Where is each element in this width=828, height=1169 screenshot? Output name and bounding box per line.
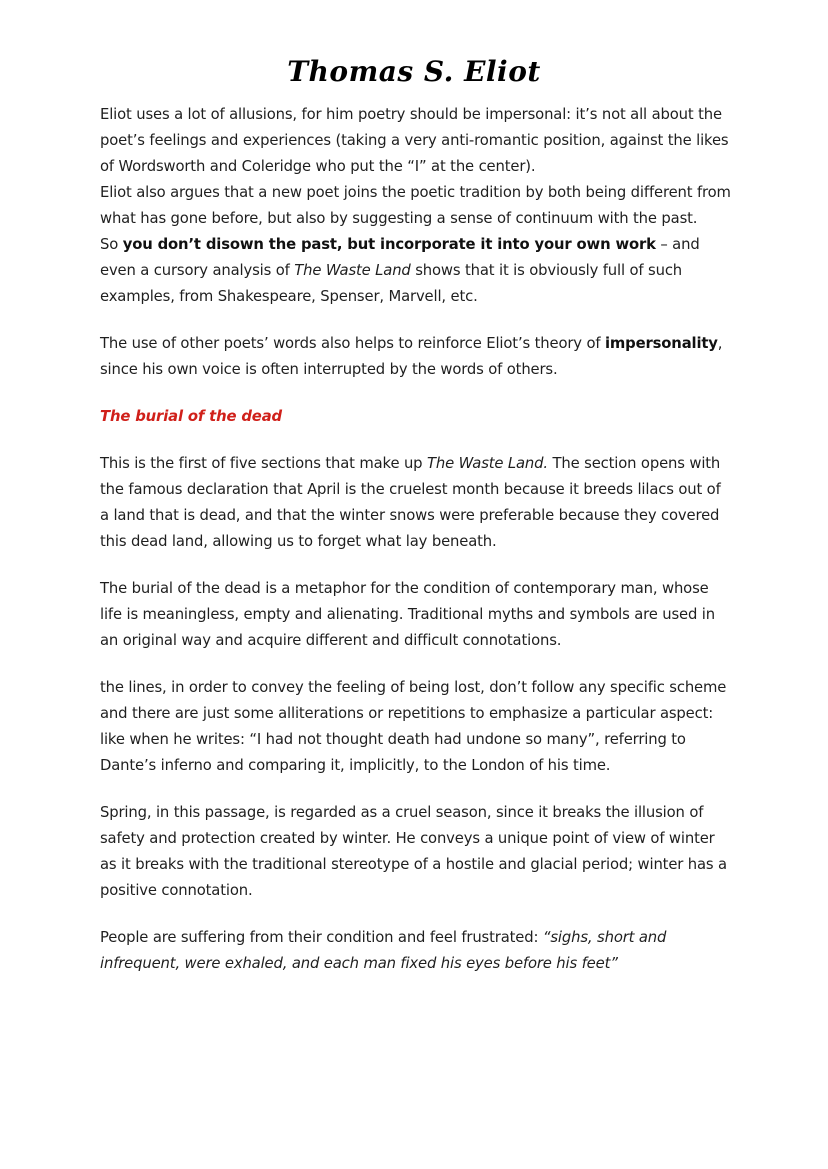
document-body — [100, 102, 732, 998]
lines-paragraph: the lines, in order to convey the feeling of being lost, don’t follow any specific scheme and there are just some alliterations or repetitions to emphasize a particular aspect: like when he writes: “I had not thought death had undone so many”, referring to Dante’s inferno and comparing it, implicitly, to the London of his time. — [100, 679, 727, 774]
first-after: The section opens with the famous declaration that April is the cruelest month because it breeds lilacs out of a land that is dead, and that the winter snows were preferable because they covered this dead land, allowing us to forget what lay beneath. — [100, 455, 721, 550]
impersonality-bold: impersonality — [604, 335, 718, 352]
first-before: This is the first of five sections that make up — [100, 455, 427, 472]
impersonality-before: The use of other poets’ words also helps to reinforce Eliot’s theory of — [100, 335, 605, 352]
page-title: Thomas S. Eliot — [287, 55, 541, 88]
intro-so-end: shows that it is obviously full of such examples, from Shakespeare, Spenser, Marvell, etc. — [100, 262, 683, 305]
intro-line-1: Eliot uses a lot of allusions, for him poetry should be impersonal: it’s not all about the poet’s feelings and experiences (taking a very anti-romantic position, against the likes of Wordsworth and Coleridge who put the “I” at the center). — [100, 106, 729, 175]
intro-paragraph — [100, 102, 732, 310]
intro-so-mid: – and even a cursory analysis of — [100, 236, 700, 279]
first-italic: The Waste Land. — [426, 455, 548, 472]
intro-line-2: Eliot also argues that a new poet joins the poetic tradition by both being different from what has gone before, but also by suggesting a sense of continuum with the past. — [100, 184, 731, 227]
spring-paragraph: Spring, in this passage, is regarded as a cruel season, since it breaks the illusion of safety and protection created by winter. He conveys a unique point of view of winter as it breaks with the traditional stereotype of a hostile and glacial period; winter has a positive connotation. — [100, 804, 727, 899]
section-heading: The burial of the dead — [100, 408, 282, 425]
people-before: People are suffering from their condition and feel frustrated: — [100, 929, 543, 946]
intro-so-bold: you don’t disown the past, but incorporate it into your own work — [122, 236, 656, 253]
metaphor-paragraph: The burial of the dead is a metaphor for the condition of contemporary man, whose life is meaningless, empty and alienating. Traditional myths and symbols are used in an original way and acquire different and difficult connotations. — [100, 580, 715, 649]
impersonality-after: , since his own voice is often interrupted by the words of others. — [100, 335, 723, 378]
intro-so-italic: The Waste Land — [294, 262, 411, 279]
first-section-paragraph — [100, 451, 732, 555]
people-italic: “sighs, short and infrequent, were exhaled, and each man fixed his eyes before his feet” — [100, 929, 667, 972]
intro-so-prefix: So — [100, 236, 123, 253]
impersonality-paragraph — [100, 331, 732, 383]
people-paragraph — [100, 925, 732, 977]
